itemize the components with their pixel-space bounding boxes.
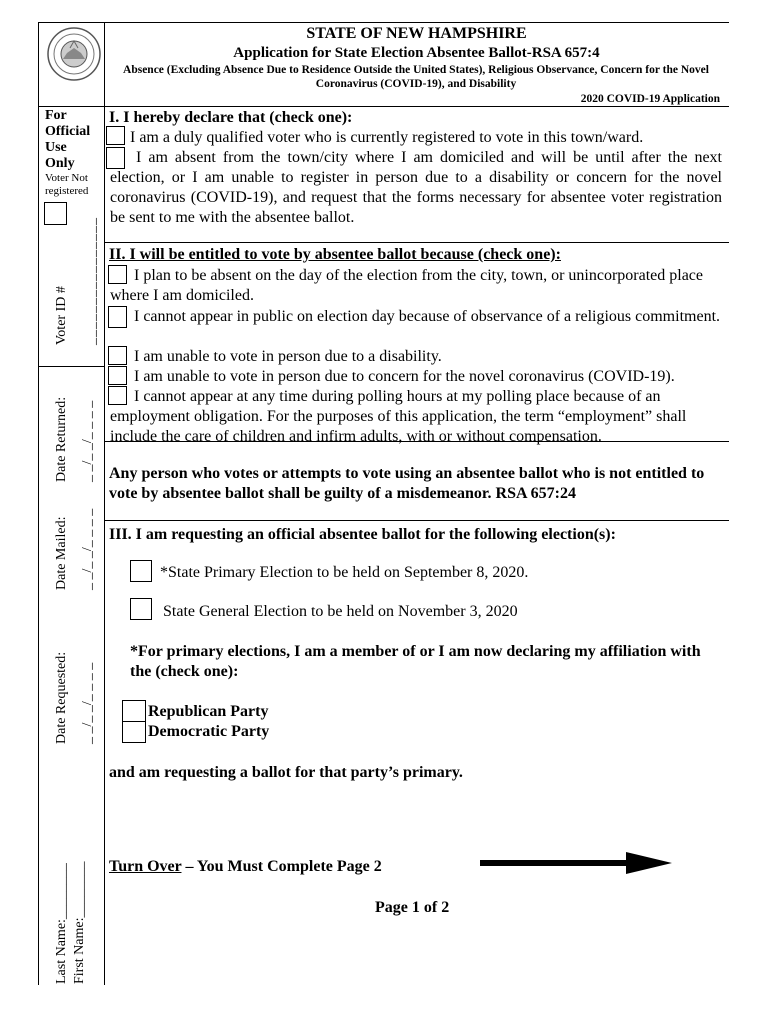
form-title: STATE OF NEW HAMPSHIRE	[306, 25, 527, 42]
date-mailed-blank[interactable]: _ _/_ _/_ _ _ _	[80, 508, 95, 590]
section1-option1-checkbox[interactable]	[106, 126, 125, 145]
page-number: Page 1 of 2	[375, 899, 450, 916]
form-edition: 2020 COVID-19 Application	[580, 93, 720, 105]
state-seal-icon	[46, 26, 102, 82]
section2-option4-text: I am unable to vote in person due to concern for the novel coronavirus (COVID-19).	[134, 368, 675, 385]
closing-statement: and am requesting a ballot for that party’s primary.	[109, 764, 463, 781]
date-returned-label: Date Returned:	[54, 396, 69, 482]
section3-divider	[104, 520, 729, 521]
sidebar-voter-id-divider	[38, 366, 104, 367]
state-seal	[46, 26, 102, 82]
misdemeanor-warning: Any person who votes or attempts to vote using an absentee ballot who is not entitled to vote by absentee ballot shall be guilty of a misdemeanor. RSA 657:24	[109, 465, 705, 502]
section1-heading: I. I hereby declare that (check one):	[109, 109, 353, 126]
last-name-field[interactable]: Last Name:________	[54, 863, 69, 984]
general-election-text: State General Election to be held on November 3, 2020	[163, 603, 518, 620]
date-mailed-label: Date Mailed:	[54, 516, 69, 590]
section2-option3-checkbox[interactable]	[108, 346, 127, 365]
primary-affiliation-note: *For primary elections, I am a member of or I am now declaring my affiliation with the (check one):	[130, 643, 701, 680]
first-name-field[interactable]: First Name:________	[72, 861, 87, 984]
voter-not-registered-checkbox[interactable]	[44, 202, 67, 225]
top-border	[38, 22, 729, 23]
date-returned-blank[interactable]: _ _/_ _/_ _ _ _	[80, 400, 95, 482]
voter-id-label: Voter ID #	[54, 286, 69, 345]
republican-party-label: Republican Party	[148, 703, 269, 720]
general-election-checkbox[interactable]	[130, 598, 152, 620]
header-divider	[38, 106, 729, 107]
section1-divider	[104, 242, 729, 243]
section1-option2-text: I am absent from the town/city where I am domiciled and will be until after the next election, or I am unable to register in person due to a disability or concern for the novel coronavirus (COVID-19), and request that the forms necessary for absentee voter registration be sent to me with the absentee ballot.	[110, 149, 722, 226]
section2-option4-checkbox[interactable]	[108, 366, 127, 385]
republican-party-checkbox[interactable]	[122, 700, 146, 722]
section3-heading: III. I am requesting an official absentee ballot for the following election(s):	[109, 526, 616, 543]
voter-not-registered-label: Voter Not registered	[45, 172, 89, 197]
section2-option3-text: I am unable to vote in person due to a disability.	[134, 348, 442, 365]
section1-option1-text: I am a duly qualified voter who is currently registered to vote in this town/ward.	[130, 129, 644, 146]
democratic-party-label: Democratic Party	[148, 723, 270, 740]
form-description: Absence (Excluding Absence Due to Residence Outside the United States), Religious Observance, Concern for the Novel Coronavirus (COVID-19), and Disability	[123, 64, 709, 90]
section2-option1-text: I plan to be absent on the day of the election from the city, town, or unincorporated place where I am domiciled.	[110, 267, 703, 304]
date-requested-blank[interactable]: _ _/_ _/_ _ _ _	[80, 662, 95, 744]
turn-over-link: Turn Over	[109, 858, 182, 875]
left-border	[38, 22, 39, 985]
primary-election-text: *State Primary Election to be held on September 8, 2020.	[160, 564, 529, 581]
right-arrow-icon	[480, 851, 672, 875]
voter-id-blank[interactable]: ________________	[84, 217, 99, 345]
form-subtitle: Application for State Election Absentee Ballot-RSA 657:4	[233, 45, 600, 61]
turn-over-note	[109, 857, 382, 877]
official-use-label: For Official Use Only	[45, 108, 91, 171]
section2-heading: II. I will be entitled to vote by absentee ballot because (check one):	[109, 246, 561, 263]
turn-over-arrow	[480, 851, 672, 875]
sidebar-divider	[104, 22, 105, 985]
section2-option5-text: I cannot appear at any time during polling hours at my polling place because of an employment obligation. For the purposes of this application, the term “employment” shall include the care of children and infirm adults, with or without compensation.	[110, 388, 687, 445]
section2-option2-text: I cannot appear in public on election day because of observance of a religious commitment.	[134, 308, 721, 325]
turn-over-rest: – You Must Complete Page 2	[181, 858, 382, 875]
date-requested-label: Date Requested:	[54, 651, 69, 744]
democratic-party-checkbox[interactable]	[122, 721, 146, 743]
primary-election-checkbox[interactable]	[130, 560, 152, 582]
